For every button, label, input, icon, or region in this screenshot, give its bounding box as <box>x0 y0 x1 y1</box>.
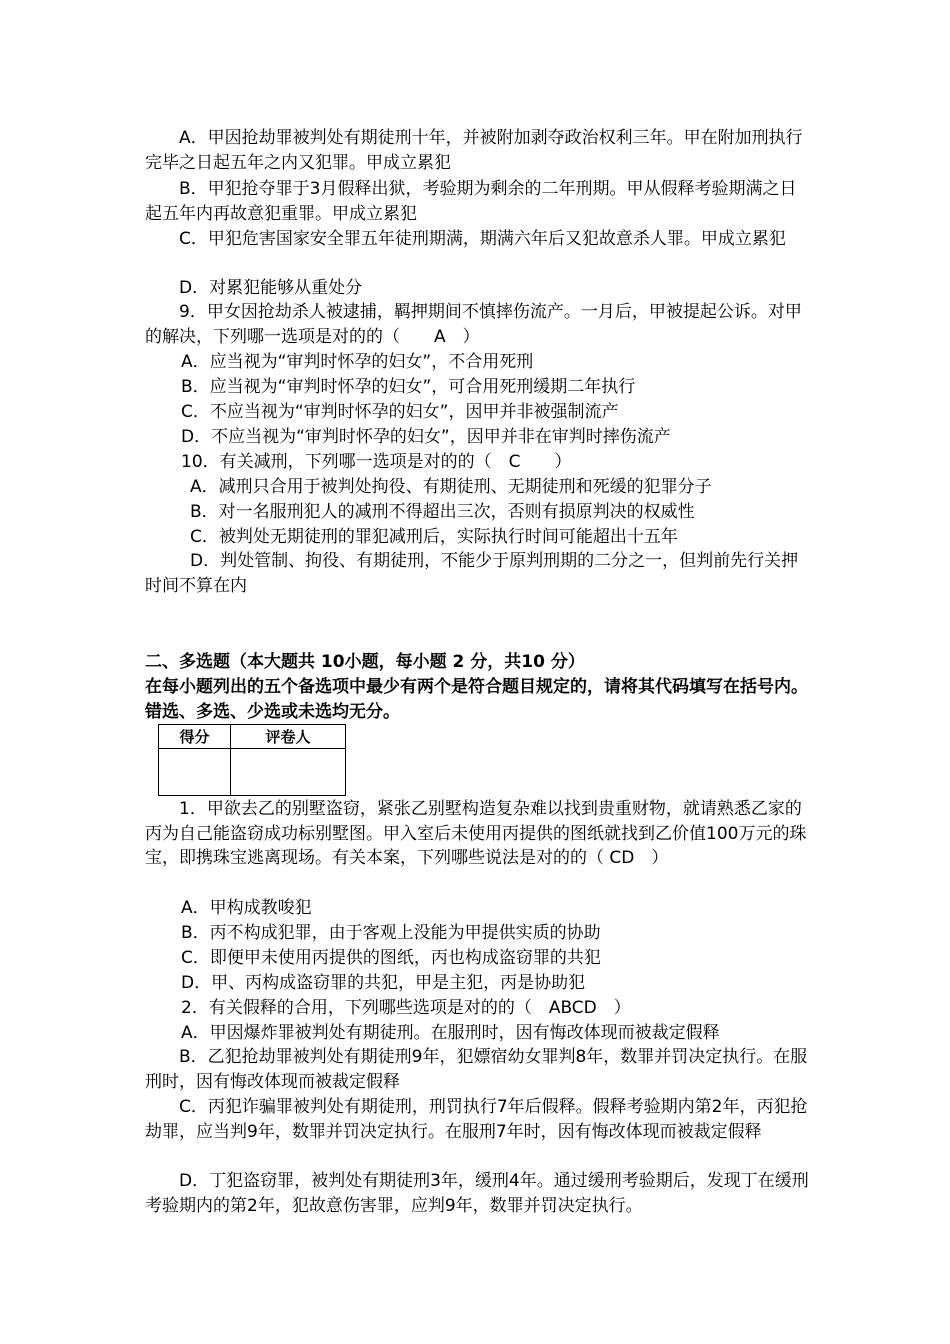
option-paragraph: B．乙犯抢劫罪被判处有期徒刑9年，犯嫖宿幼女罪判8年，数罪并罚决定执行。在服刑时，因有悔改体现而被裁定假释 <box>145 1047 808 1092</box>
option-paragraph: D．判处管制、拘役、有期徒刑，不能少于原判刑期的二分之一，但判前先行关押时间不算在内 <box>145 551 799 596</box>
grader-header: 评卷人 <box>231 725 346 749</box>
grader-cell <box>231 749 346 796</box>
option-line: A．甲构成教唆犯 <box>181 898 312 918</box>
option-line: A．甲因爆炸罪被判处有期徒刑。在服刑时，因有悔改体现而被裁定假释 <box>181 1023 720 1043</box>
option-line: B．丙不构成犯罪，由于客观上没能为甲提供实质的协助 <box>181 923 601 943</box>
option-paragraph: D．对累犯能够从重处分 <box>179 278 363 298</box>
option-paragraph: A．甲因抢劫罪被判处有期徒刑十年，并被附加剥夺政治权利三年。甲在附加刑执行完毕之日起五年之内又犯罪。甲成立累犯 <box>145 128 803 173</box>
option-paragraph: D．丁犯盗窃罪，被判处有期徒刑3年，缓刑4年。通过缓刑考验期后，发现丁在缓刑考验期内的第2年，犯故意伤害罪，应判9年，数罪并罚决定执行。 <box>145 1171 809 1216</box>
option-paragraph: C．丙犯诈骗罪被判处有期徒刑，刑罚执行7年后假释。假释考验期内第2年，丙犯抢劫罪，应当判9年，数罪并罚决定执行。在服刑7年时，因有悔改体现而被裁定假释 <box>145 1097 808 1142</box>
option-paragraph: C．甲犯危害国家安全罪五年徒刑期满，期满六年后又犯故意杀人罪。甲成立累犯 <box>179 229 786 249</box>
option-line: A．减刑只合用于被判处拘役、有期徒刑、无期徒刑和死缓的犯罪分子 <box>190 477 712 497</box>
option-line: C．被判处无期徒刑的罪犯减刑后，实际执行时间可能超出十五年 <box>190 527 678 547</box>
option-line: B．应当视为“审判时怀孕的妇女”，可合用死刑缓期二年执行 <box>181 377 636 397</box>
section-instruction: 在每小题列出的五个备选项中最少有两个是符合题目规定的，请将其代码填写在括号内。错选、多选、少选或未选均无分。 <box>145 677 808 722</box>
section-title: 二、多选题（本大题共 10小题，每小题 2 分，共10 分） <box>145 652 585 672</box>
option-line: D．甲、丙构成盗窃罪的共犯，甲是主犯，丙是协助犯 <box>181 973 586 993</box>
question-line: 10．有关减刑，下列哪一选项是对的的（ C ） <box>181 452 572 472</box>
option-line: C．不应当视为“审判时怀孕的妇女”，因甲并非被强制流产 <box>181 402 619 422</box>
score-header: 得分 <box>159 725 231 749</box>
option-line: C．即便甲未使用丙提供的图纸，丙也构成盗窃罪的共犯 <box>181 948 601 968</box>
question-paragraph: 9．甲女因抢劫杀人被逮捕，羁押期间不慎摔伤流产。一月后，甲被提起公诉。对甲的解决，下列哪一选项是对的的（ A ） <box>145 302 802 347</box>
score-cell <box>159 749 231 796</box>
question-paragraph: 1．甲欲去乙的别墅盗窃，紧张乙别墅构造复杂难以找到贵重财物，就请熟悉乙家的丙为自己能盗窃成功标别墅图。甲入室后未使用丙提供的图纸就找到乙价值100万元的珠宝，即携珠宝逃离现场。有关本案，下列哪些说法是对的的（ CD ） <box>145 799 807 868</box>
option-line: D．不应当视为“审判时怀孕的妇女”，因甲并非在审判时摔伤流产 <box>181 427 671 447</box>
question-line: 2．有关假释的合用，下列哪些选项是对的的（ ABCD ） <box>181 998 631 1018</box>
score-table <box>158 724 346 796</box>
option-line: B．对一名服刑犯人的减刑不得超出三次，否则有损原判决的权威性 <box>190 502 695 522</box>
option-paragraph: B．甲犯抢夺罪于3月假释出狱，考验期为剩余的二年刑期。甲从假释考验期满之日起五年内再故意犯重罪。甲成立累犯 <box>145 179 797 224</box>
option-line: A．应当视为“审判时怀孕的妇女”，不合用死刑 <box>181 352 534 372</box>
